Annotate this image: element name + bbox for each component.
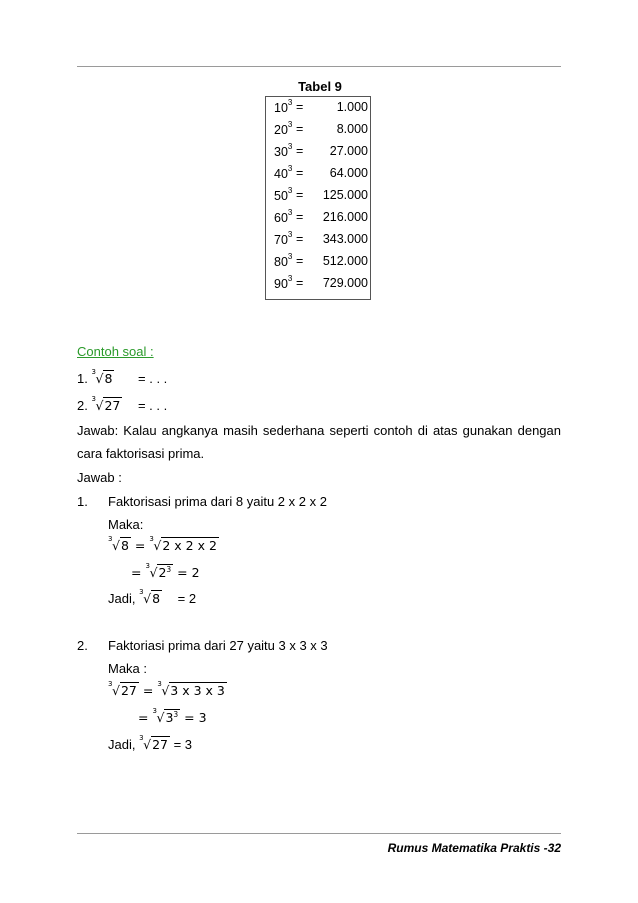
cube-root: 3 √27	[108, 680, 137, 698]
table-row	[274, 210, 368, 230]
question-equals: = . . .	[138, 371, 168, 386]
radicand: 8	[104, 371, 113, 386]
row-equals: =	[296, 254, 304, 268]
page-footer: Rumus Matematika Praktis -32	[387, 841, 561, 855]
header-rule	[77, 66, 561, 67]
cube-root: 3 $√2^3$	[145, 562, 172, 581]
row-exponent: 3	[287, 274, 293, 283]
row-exponent: 3	[287, 230, 293, 239]
example-heading: Contoh soal :	[77, 344, 154, 359]
row-equals: =	[296, 144, 304, 158]
row-base: 20	[274, 123, 288, 138]
row-result: 1.000	[336, 100, 368, 114]
row-equals: =	[296, 210, 304, 224]
cube-root: 3 $√3^3$	[152, 707, 179, 726]
row-equals: =	[296, 166, 304, 180]
answer-2-number: 2.	[77, 638, 88, 653]
question-2	[77, 395, 168, 413]
answer-intro-line1: Jawab: Kalau angkanya masih sederhana seperti contoh di atas gunakan dengan	[77, 423, 561, 438]
answer-2-step2: = 3 $√3^3 = 3$	[138, 707, 207, 726]
cube-root: 3 √2 x 2 x 2	[149, 535, 217, 553]
row-exponent: 3	[287, 208, 293, 217]
row-equals: =	[296, 122, 304, 136]
answer-1-text: Faktorisasi prima dari 8 yaitu 2 x 2 x 2	[108, 494, 327, 509]
answer-2-text: Faktoriasi prima dari 27 yaitu 3 x 3 x 3	[108, 638, 328, 653]
table-row	[274, 188, 368, 208]
row-equals: =	[296, 232, 304, 246]
root-index: 3	[91, 395, 96, 403]
question-1	[77, 368, 168, 386]
cube-root: 3 √3 x 3 x 3	[157, 680, 225, 698]
row-result: 216.000	[322, 210, 368, 224]
table-row	[274, 144, 368, 164]
question-number: 1.	[77, 371, 88, 386]
table-row	[274, 166, 368, 186]
row-exponent: 3	[287, 186, 293, 195]
answer-1-number: 1.	[77, 494, 88, 509]
row-result: 729.000	[322, 276, 368, 290]
radicand: 27	[104, 398, 121, 413]
row-exponent: 3	[287, 120, 293, 129]
row-base: 50	[274, 189, 288, 204]
row-exponent: 3	[287, 142, 293, 151]
cube-root: 3 √8	[91, 368, 113, 386]
row-exponent: 3	[287, 164, 293, 173]
row-exponent: 3	[287, 252, 293, 261]
answer-2-conclusion: Jadi, 3 √27 = 3	[108, 734, 193, 752]
answer-label: Jawab :	[77, 470, 122, 485]
row-base: 90	[274, 277, 288, 292]
row-equals: =	[296, 100, 304, 114]
row-result: 343.000	[322, 232, 368, 246]
row-base: 10	[274, 101, 288, 116]
row-exponent: 3	[287, 98, 293, 107]
answer-1-step1: 3 √8 = 3 √2 x 2 x 2	[108, 535, 217, 553]
table-row	[274, 276, 368, 296]
row-base: 40	[274, 167, 288, 182]
row-equals: =	[296, 188, 304, 202]
row-result: 27.000	[329, 144, 368, 158]
answer-2-step1: 3 √27 = 3 √3 x 3 x 3	[108, 680, 225, 698]
root-index: 3	[91, 368, 96, 376]
row-result: 8.000	[336, 122, 368, 136]
row-base: 30	[274, 145, 288, 160]
row-base: 70	[274, 233, 288, 248]
cube-root: 3 √8	[108, 535, 129, 553]
answer-1-conclusion: Jadi, 3 √8 = 2	[108, 588, 197, 606]
table-row	[274, 232, 368, 252]
cube-root: 3 √27	[91, 395, 121, 413]
row-base: 60	[274, 211, 288, 226]
cube-table	[265, 96, 371, 300]
answer-2-maka: Maka :	[108, 661, 148, 676]
table-row	[274, 100, 368, 120]
row-result: 64.000	[329, 166, 368, 180]
table-title: Tabel 9	[298, 79, 342, 94]
row-result: 512.000	[322, 254, 368, 268]
cube-root: 3 √8	[139, 588, 161, 606]
answer-1-step2: = 3 $√2^3 = 2$	[131, 562, 200, 581]
table-row	[274, 254, 368, 274]
answer-1-maka: Maka:	[108, 517, 144, 532]
answer-intro-line2: cara faktorisasi prima.	[77, 446, 205, 461]
row-base: 80	[274, 255, 288, 270]
row-result: 125.000	[322, 188, 368, 202]
question-equals: = . . .	[137, 398, 168, 413]
row-equals: =	[296, 276, 304, 290]
table-row	[274, 122, 368, 142]
footer-rule	[77, 833, 561, 834]
question-number: 2.	[77, 398, 88, 413]
cube-root: 3 √27	[139, 734, 168, 752]
